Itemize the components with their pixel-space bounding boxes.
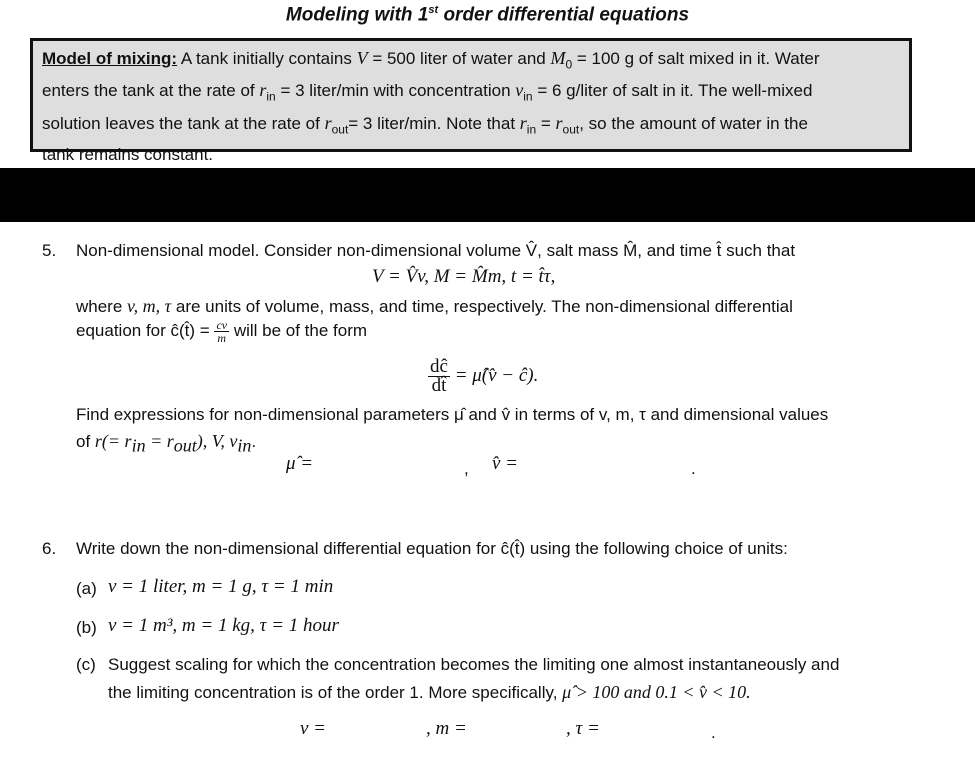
q6-part-c-line-1: Suggest scaling for which the concentration becomes the limiting one almost instantaneously and — [108, 655, 840, 674]
units-period: . — [711, 723, 716, 742]
answer-period: . — [691, 459, 696, 478]
mu-answer-blank[interactable]: μ̂ = — [286, 453, 314, 474]
answer-separator: , — [464, 459, 469, 478]
q6-part-a-text: v = 1 liter, m = 1 g, τ = 1 min — [108, 576, 334, 597]
q6-line-1: Write down the non-dimensional differential equation for ĉ(t̂) using the following choice of units: — [76, 539, 788, 558]
unit-m-blank[interactable]: , m = — [426, 718, 467, 739]
v-answer-blank[interactable]: v̂ = — [492, 453, 519, 474]
q6-part-b-text: v = 1 m³, m = 1 kg, τ = 1 hour — [108, 615, 339, 636]
q6-part-c-label: (c) — [76, 655, 96, 674]
box-lead: Model of mixing: — [42, 49, 178, 68]
q6-part-c-line-2: the limiting concentration is of the order 1. More specifically, μ̂ > 100 and 0.1 < v̂ < 10. — [108, 682, 751, 702]
q5-line-1: Non-dimensional model. Consider non-dimensional volume V̂, salt mass M̂, and time t̂ such that — [76, 241, 796, 260]
q5-line-2: where v, m, τ are units of volume, mass, and time, respectively. The non-dimensional differential — [76, 296, 793, 316]
q5-line-3: equation for ĉ(t̂) = $\frac{cv}{m}$ will be of the form — [76, 318, 368, 346]
unit-tau-blank[interactable]: , τ = — [566, 718, 600, 739]
box-line-4: tank remains constant. — [42, 145, 214, 165]
q6-number: 6. — [42, 539, 57, 558]
mixing-model-box — [30, 38, 912, 165]
q5-scaling-equation: V = V̂v, M = M̂m, t = t̂τ, — [372, 266, 556, 287]
redaction-bar — [0, 168, 975, 222]
q5-line-5: of $r(= r_{in} = r_{out})$, V, $v_{in}$. — [76, 431, 257, 456]
q5-differential-equation: $\frac{dĉ}{dt̂}$ = μ̂(v̂ − ĉ). — [430, 356, 539, 396]
page-title: Modeling with 1st order differential equations — [285, 4, 690, 26]
box-line-3: solution leaves the tank at the rate of $r_{out}= 3$ liter/min. Note that $r_{in} = r_{out}$, so the amount of water in the — [42, 112, 808, 137]
q5-number: 5. — [42, 241, 57, 260]
q6-part-b-label: (b) — [76, 618, 97, 637]
box-line-1: Model of mixing: A tank initially contains V = 500 liter of water and $M_0 = 100$ g of salt mixed in it. Water — [42, 48, 820, 72]
unit-v-blank[interactable]: v = — [300, 718, 327, 739]
box-line-2: enters the tank at the rate of $r_{in} = 3$ liter/min with concentration $v_{in} = 6$ g/liter of salt in it. The well-mixed — [42, 80, 813, 104]
q5-line-4: Find expressions for non-dimensional parameters μ̂ and v̂ in terms of v, m, τ and dimensional values — [76, 405, 829, 424]
q6-part-a-label: (a) — [76, 579, 97, 598]
